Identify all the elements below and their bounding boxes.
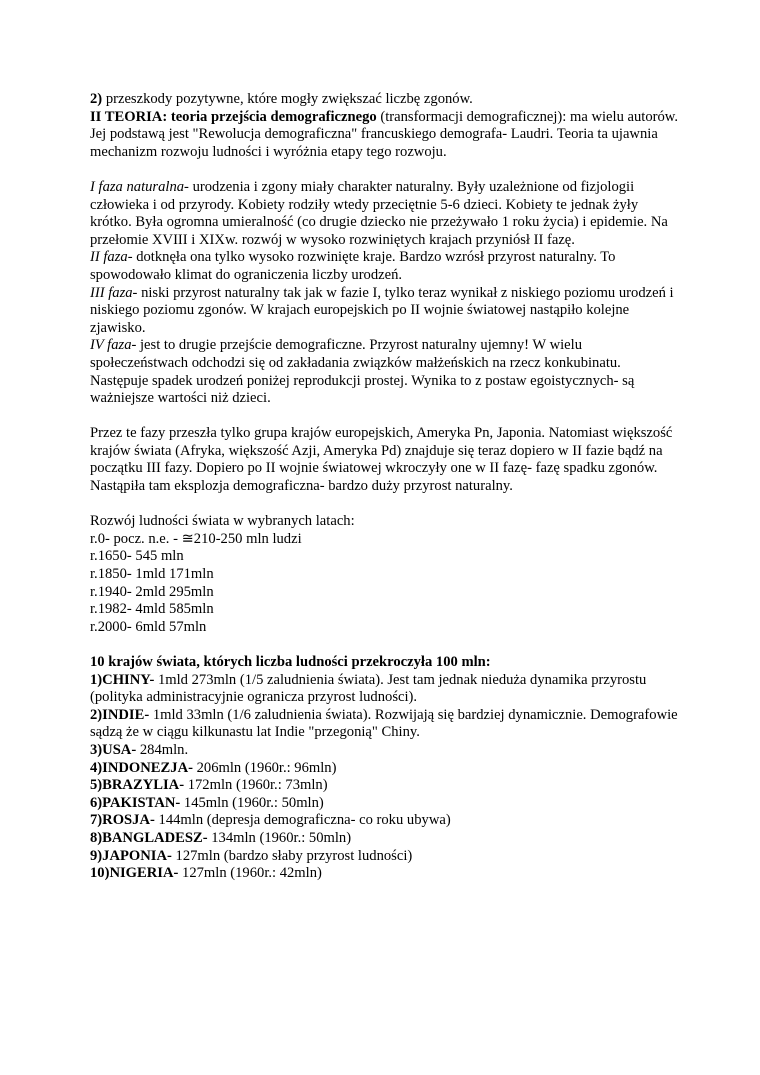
item-number: 2) [90, 91, 103, 107]
country-label: 4)INDONEZJA- [90, 759, 193, 776]
phase-label: III faza- [90, 284, 138, 301]
population-item: r.1940- 2mld 295mln [90, 583, 214, 600]
phase-label: II faza- [90, 249, 133, 266]
paragraph-summary: Przez te fazy przeszła tylko grupa krajów europejskich, Ameryka Pn, Japonia. Natomiast większość krajów świata (Afryka, większość Azji, Ameryka Pd) znajduje się teraz dopiero w II fazie bądź na początku III fazy. Dopiero po II wojnie światowej wkroczyły one w II fazę- fazę spadku zgonów. Nastąpiła tam eksplozja demograficzna- bardzo duży przyrost naturalny. [90, 425, 673, 495]
spacer [90, 408, 680, 426]
country-item: 8)BANGLADESZ- 134mln (1960r.: 50mln) [90, 829, 352, 846]
country-label: 5)BRAZYLIA- [90, 777, 185, 794]
theory-title: II TEORIA: teoria przejścia demograficznego [90, 108, 377, 125]
paragraph-obstacles: 2) przeszkody pozytywne, które mogły zwiększać liczbę zgonów. [90, 91, 473, 107]
population-heading: Rozwój ludności świata w wybranych latach: [90, 513, 355, 530]
country-label: 10)NIGERIA- [90, 865, 179, 882]
country-item: 1)CHINY- 1mld 273mln (1/5 zaludnienia świata). Jest tam jednak nieduża dynamika przyrostu (polityka administracyjnie ogranicza przyrost ludności). [90, 671, 647, 706]
country-item: 10)NIGERIA- 127mln (1960r.: 42mln) [90, 865, 322, 882]
country-item: 5)BRAZYLIA- 172mln (1960r.: 73mln) [90, 777, 328, 794]
population-item: r.1650- 545 mln [90, 548, 184, 565]
population-item: r.2000- 6mld 57mln [90, 618, 207, 635]
spacer [90, 496, 680, 514]
document-body [90, 91, 680, 883]
country-label: 1)CHINY- [90, 671, 155, 688]
country-label: 7)ROSJA- [90, 812, 155, 829]
country-label: 2)INDIE- [90, 706, 150, 723]
spacer [90, 636, 680, 654]
country-item: 2)INDIE- 1mld 33mln (1/6 zaludnienia świata). Rozwijają się bardziej dynamicznie. Demografowie sądzą że w ciągu kilkunastu lat Indie "przegonią" Chiny. [90, 706, 678, 741]
country-label: 3)USA- [90, 741, 137, 758]
population-item: r.1982- 4mld 585mln [90, 601, 214, 618]
country-label: 6)PAKISTAN- [90, 794, 181, 811]
paragraph-phase-1: I faza naturalna- urodzenia i zgony miały charakter naturalny. Były uzależnione od fizjologii człowieka i od przyrody. Kobiety rodziły wtedy przeciętnie 5-6 dzieci. Kobiety te jednak żyły krótko. Była ogromna umieralność (co drugie dziecko nie przeżywało 1 roku życia) i epidemie. Na przełomie XVIII i XIXw. rozwój w wysoko rozwiniętych krajach przyniósł II fazę. [90, 178, 668, 248]
countries-heading: 10 krajów świata, których liczba ludności przekroczyła 100 mln: [90, 654, 491, 670]
paragraph-phase-2: II faza- dotknęła ona tylko wysoko rozwinięte kraje. Bardzo wzrósł przyrost naturalny. To spowodowało klimat do ograniczenia liczby urodzeń. [90, 249, 616, 283]
paragraph-phase-4: IV faza- jest to drugie przejście demograficzne. Przyrost naturalny ujemny! W wielu społeczeństwach odchodzi się od zakładania związków małżeńskich na rzecz konkubinatu. Następuje spadek urodzeń poniżej reprodukcji prostej. Wynika to z postaw egoistycznych- są ważniejsze wartości niż dzieci. [90, 337, 635, 407]
population-item: r.0- pocz. n.e. - ≅210-250 mln ludzi [90, 530, 302, 547]
spacer [90, 161, 680, 179]
country-item: 3)USA- 284mln. [90, 741, 189, 758]
phase-label: IV faza- [90, 337, 137, 354]
country-item: 7)ROSJA- 144mln (depresja demograficzna- co roku ubywa) [90, 812, 451, 829]
country-label: 8)BANGLADESZ- [90, 829, 208, 846]
country-item: 6)PAKISTAN- 145mln (1960r.: 50mln) [90, 794, 324, 811]
country-item: 9)JAPONIA- 127mln (bardzo słaby przyrost ludności) [90, 847, 413, 864]
country-item: 4)INDONEZJA- 206mln (1960r.: 96mln) [90, 759, 337, 776]
paragraph-phase-3: III faza- niski przyrost naturalny tak jak w fazie I, tylko teraz wynikał z niskiego poziomu urodzeń i niskiego poziomu zgonów. W krajach europejskich po II wojnie światowej nastąpiło kolejne zjawisko. [90, 284, 674, 336]
country-label: 9)JAPONIA- [90, 847, 172, 864]
paragraph-theory: II TEORIA: teoria przejścia demograficznego (transformacji demograficznej): ma wielu autorów. Jej podstawą jest "Rewolucja demograficzna" francuskiego demografa- Laudri. Teoria ta ujawnia mechanizm rozwoju ludności i wyróżnia etapy tego rozwoju. [90, 108, 679, 160]
phase-label: I faza naturalna- [90, 178, 189, 195]
population-item: r.1850- 1mld 171mln [90, 566, 214, 583]
